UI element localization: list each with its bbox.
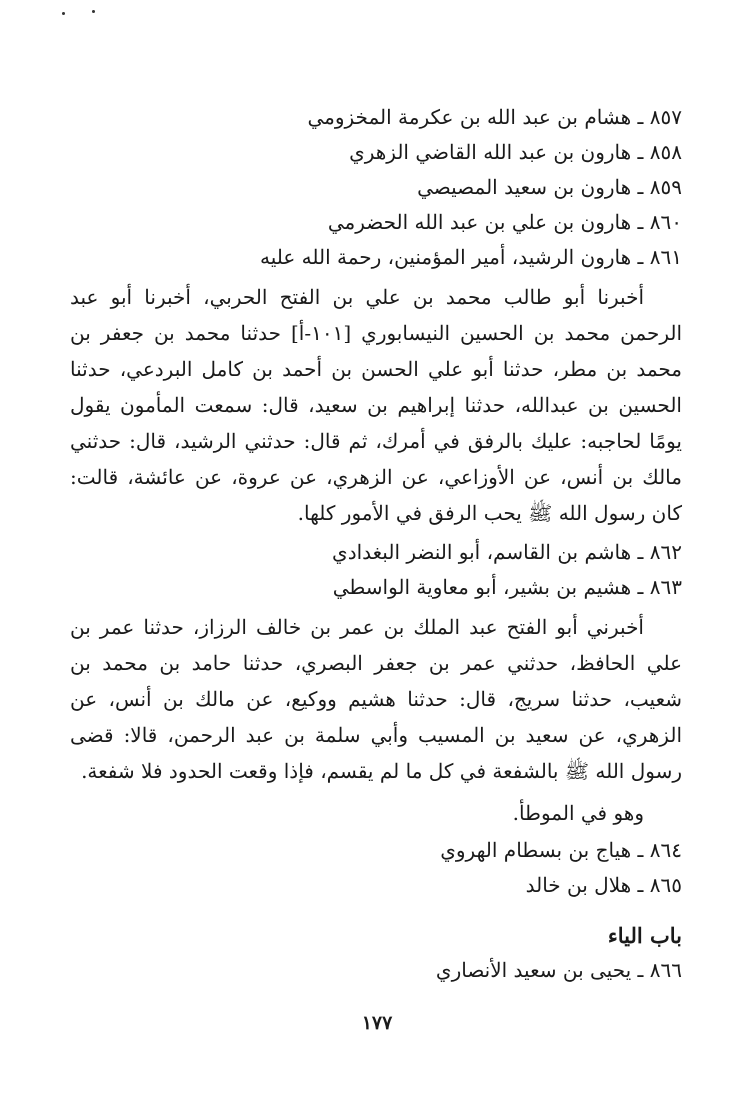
muwatta-note: وهو في الموطأ. [512, 801, 644, 825]
entry-865: ٨٦٥ ـ هلال بن خالد [525, 873, 682, 897]
scan-speck [92, 10, 95, 13]
entry-863: ٨٦٣ ـ هشيم بن بشير، أبو معاوية الواسطي [332, 575, 682, 599]
entry-860: ٨٦٠ ـ هارون بن علي بن عبد الله الحضرمي [327, 210, 682, 234]
entry-866: ٨٦٦ ـ يحيى بن سعيد الأنصاري [435, 958, 682, 982]
hadith-paragraph-rifq: أخبرنا أبو طالب محمد بن علي بن الفتح الحربي، أخبرنا أبو عبد الرحمن محمد بن الحسين النيسابوري [١٠١-أ] حدثنا محمد بن جعفر بن محمد بن مطر، حدثنا أبو علي الحسن بن أحمد بن كامل البردعي، حدثنا الحسين بن عبدالله، حدثنا إبراهيم بن سعيد، قال: سمعت المأمون يقول يومًا لحاجبه: عليك بالرفق في أمرك، ثم قال: حدثني الرشيد، قال: حدثني مالك بن أنس، عن الأوزاعي، عن الزهري، عن عروة، عن عائشة، قالت: كان رسول الله ﷺ يحب الرفق في الأمور كلها. [70, 285, 683, 525]
scan-speck [62, 12, 65, 15]
page-body [70, 100, 682, 988]
entry-862: ٨٦٢ ـ هاشم بن القاسم، أبو النضر البغدادي [332, 540, 682, 564]
entry-864: ٨٦٤ ـ هياج بن بسطام الهروي [440, 838, 682, 862]
entry-859: ٨٥٩ ـ هارون بن سعيد المصيصي [417, 175, 682, 199]
hadith-paragraph-shufa: أخبرني أبو الفتح عبد الملك بن عمر بن خالف الرزاز، حدثنا عمر بن علي الحافظ، حدثني عمر بن جعفر البصري، حدثنا حامد بن محمد بن شعيب، حدثنا سريج، قال: حدثنا هشيم ووكيع، عن مالك بن أنس، عن الزهري، عن سعيد بن المسيب وأبي سلمة بن عبد الرحمن، قالا: قضى رسول الله ﷺ بالشفعة في كل ما لم يقسم، فإذا وقعت الحدود فلا شفعة. [70, 615, 683, 783]
section-heading: باب الياء [607, 923, 682, 948]
page-number: ١٧٧ [361, 1012, 393, 1034]
entry-858: ٨٥٨ ـ هارون بن عبد الله القاضي الزهري [349, 140, 682, 164]
entry-857: ٨٥٧ ـ هشام بن عبد الله بن عكرمة المخزومي [307, 105, 682, 129]
entry-861: ٨٦١ ـ هارون الرشيد، أمير المؤمنين، رحمة الله عليه [260, 245, 682, 269]
